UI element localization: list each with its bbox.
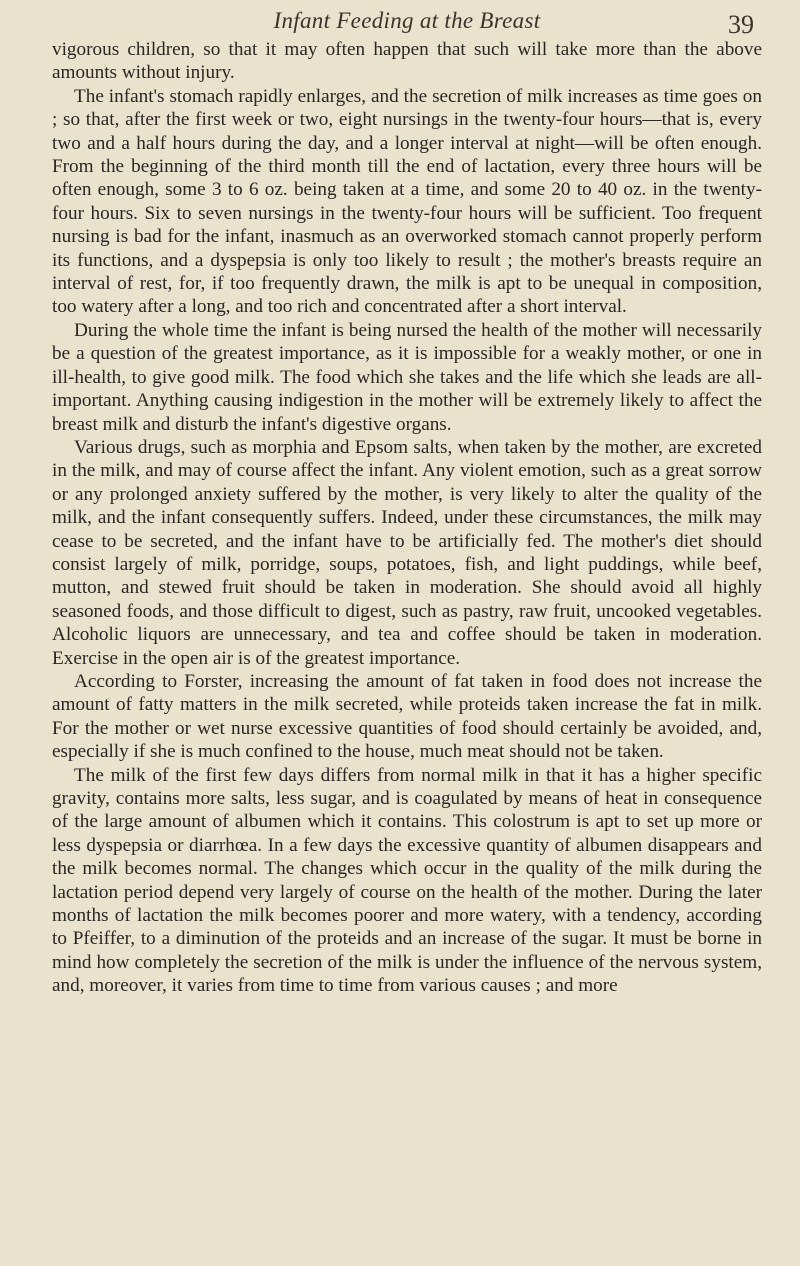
page-number: 39	[728, 10, 754, 39]
paragraph-mother-health: During the whole time the infant is being nursed the health of the mother will necessarily be a question of the greatest importance, as it is impossible for a weakly mother, or one in ill-health, to give good milk. The food which she takes and the life which she leads are all-important. Anything causing indigestion in the mother will be extremely likely to affect the breast milk and disturb the infant's digestive organs.	[52, 319, 762, 435]
paragraph-drugs-diet: Various drugs, such as morphia and Epsom salts, when taken by the mother, are excreted in the milk, and may of course affect the infant. Any violent emotion, such as a great sorrow or any prolonged anxiety suffered by the mother, is very likely to alter the quality of the milk, and the infant consequently suffers. Indeed, under these circumstances, the milk may cease to be secreted, and the infant have to be artificially fed. The mother's diet should consist largely of milk, porridge, soups, potatoes, fish, and light puddings, while beef, mutton, and stewed fruit should be taken in moderation. She should avoid all highly seasoned foods, and those difficult to digest, such as pastry, raw fruit, uncooked vegetables. Alcoholic liquors are unnecessary, and tea and coffee should be taken in moderation. Exercise in the open air is of the greatest importance.	[52, 436, 762, 669]
paragraph-colostrum: The milk of the first few days differs from normal milk in that it has a higher specific gravity, contains more salts, less sugar, and is coagulated by means of heat in consequence of the large amount of albumen which it contains. This colostrum is apt to set up more or less dyspepsia or diarrhœa. In a few days the excessive quantity of albumen disappears and the milk becomes normal. The changes which occur in the quality of the milk during the lactation period depend very largely of course on the health of the mother. During the later months of lactation the milk becomes poorer and more watery, with a tendency, according to Pfeiffer, to a diminution of the proteids and an increase of the sugar. It must be borne in mind how completely the secretion of the milk is under the influence of the nervous system, and, moreover, it varies from time to time from various causes ; and more	[52, 764, 762, 997]
page-header	[52, 0, 762, 38]
paragraph-continued: vigorous children, so that it may often happen that such will take more than the above amounts without injury.	[52, 39, 762, 84]
running-title: Infant Feeding at the Breast	[273, 8, 541, 33]
paragraph-forster: According to Forster, increasing the amount of fat taken in food does not increase the amount of fatty matters in the milk secreted, while proteids taken increase the fat in milk. For the mother or wet nurse excessive quantities of food should certainly be avoided, and, especially if she is much confined to the house, much meat should not be taken.	[52, 670, 762, 763]
paragraph-nursing-frequency: The infant's stomach rapidly enlarges, and the secretion of milk increases as time goes on ; so that, after the first week or two, eight nursings in the twenty-four hours—that is, every two and a half hours during the day, and a longer interval at night—will be often enough. From the beginning of the third month till the end of lactation, every three hours will be often enough, some 3 to 6 oz. being taken at a time, and some 20 to 40 oz. in the twenty-four hours. Six to seven nursings in the twenty-four hours will be sufficient. Too frequent nursing is bad for the infant, inasmuch as an overworked stomach cannot properly perform its functions, and a dyspepsia is only too likely to result ; the mother's breasts require an interval of rest, for, if too frequently drawn, the milk is apt to be unequal in composition, too watery after a long, and too rich and concentrated after a short interval.	[52, 85, 762, 318]
body-text	[52, 38, 762, 998]
